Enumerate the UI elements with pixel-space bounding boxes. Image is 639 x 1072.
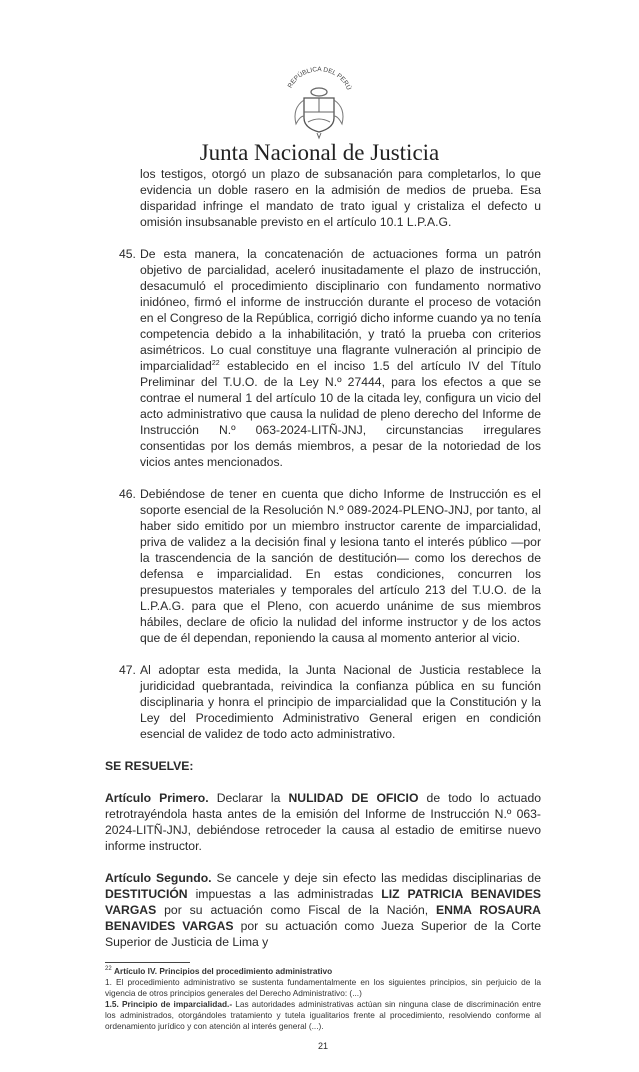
continuation-paragraph: los testigos, otorgó un plazo de subsanación para completarlos, lo que evidencia un doble rasero en la admisión de medios de prueba. Esa disparidad infringe el mandato de trato igual y cristaliza el defecto u omisión insubsanable previsto en el artículo 10.1 L.P.A.G. xyxy=(140,167,541,229)
article-text: por su actuación como Fiscal de la Nación, xyxy=(156,903,437,917)
articulo-segundo xyxy=(105,870,541,950)
person-name: LIZ PATRICIA BENAVIDES VARGAS xyxy=(105,887,542,917)
footnote xyxy=(105,966,541,1032)
resolve-heading: SE RESUELVE: xyxy=(105,759,194,773)
paragraph-text: Debiéndose de tener en cuenta que dicho Informe de Instrucción es el soporte esencial de la Resolución N.º 089-2024-PLENO-JNJ, por tanto, al haber sido emitido por un miembro instructor carente de imparcialidad, priva de validez a la decisión final y lesiona tanto el interés público —por la trascendencia de la sanción de destitución— como los derechos de defensa e imparcialidad. En estas condiciones, concurren los presupuestos materiales y temporales del artículo 213 del T.U.O. de la L.P.A.G. para que el Pleno, con acuerdo unánime de sus miembros hábiles, declare de oficio la nulidad del informe instructor y de los actos que de él dependan, reponiendo la causa al momento anterior al vicio. xyxy=(140,487,541,645)
paragraph-number: 46. xyxy=(119,487,136,501)
page-header xyxy=(0,0,639,164)
article-label: Artículo Segundo. xyxy=(105,871,212,885)
article-emphasis: DESTITUCIÓN xyxy=(105,887,188,901)
footnote-divider xyxy=(105,962,190,963)
paragraph-number: 47. xyxy=(119,663,136,677)
paragraph-text: De esta manera, la concatenación de actuaciones forma un patrón objetivo de parcialidad, aceleró inusitadamente el plazo de instrucción, desacumuló el procedimiento disciplinario con fundamento normativo inidóneo, firmó el informe de instrucción durante el proceso de votación en el Congreso de la República, corrigió dicho informe cuando ya no tenía competencia debido a la inhabilitación, y trató la prueba con criterios asimétricos. Lo cual constituye una flagrante vulneración al principio de imparcialidad xyxy=(140,247,541,373)
paragraph-text: establecido en el inciso 1.5 del artículo IV del Título Preliminar del T.U.O. de la Ley N.º 27444, para los efectos a que se contrae el numeral 1 del artículo 10 de la citada ley, configura un vicio del acto administrativo que causa la nulidad de pleno derecho del Informe de Instrucción N.º 063-2024-LITÑ-JNJ, circunstancias irregulares consentidas por los demás miembros, a pesar de la notoriedad de los vicios antes mencionados. xyxy=(140,359,541,469)
footnote-number: 22 xyxy=(105,966,112,973)
footnote-heading: Artículo IV. Principios del procedimiento administrativo xyxy=(114,966,333,976)
person-name: ENMA ROSAURA BENAVIDES VARGAS xyxy=(105,903,541,933)
article-text: impuestas a las administradas xyxy=(187,887,382,901)
footnote-line: 1. El procedimiento administrativo se sustenta fundamentalmente en los siguientes principios, sin perjuicio de la vigencia de otros principios generales del Derecho Administrativo: (...) xyxy=(105,977,541,998)
institution-title: Junta Nacional de Justicia xyxy=(199,140,440,165)
paragraph-text: Al adoptar esta medida, la Junta Nacional de Justicia restablece la juridicidad quebrantada, reivindica la confianza pública en su función disciplinaria y honra el principio de imparcialidad que la Constitución y la Ley del Procedimiento Administrativo General erigen en condición esencial de validez de todo acto administrativo. xyxy=(140,663,541,741)
paragraph-number: 45. xyxy=(119,247,136,261)
paragraph-45 xyxy=(119,246,541,470)
footnote-line xyxy=(105,999,541,1032)
svg-text:REPÚBLICA DEL PERÚ: REPÚBLICA DEL PERÚ xyxy=(286,66,353,92)
article-emphasis: NULIDAD DE OFICIO xyxy=(288,791,419,805)
page-number: 21 xyxy=(317,1041,328,1051)
articulo-primero xyxy=(105,790,541,854)
article-text: Declarar la xyxy=(208,791,289,805)
article-text: de todo lo actuado retrotrayéndola hasta antes de la emisión del Informe de Instrucción N.º 063-2024-LITÑ-JNJ, debiéndose retroceder la causa al estadio de emitirse nuevo informe instructor. xyxy=(105,791,541,853)
footnote-ref[interactable]: 22 xyxy=(211,359,220,367)
article-label: Artículo Primero. xyxy=(105,791,209,805)
footnote-label: 1.5. Principio de imparcialidad.- xyxy=(105,999,233,1009)
peru-coat-of-arms-logo xyxy=(278,62,360,140)
paragraph-47 xyxy=(119,662,541,742)
paragraph-46 xyxy=(119,486,541,646)
footnote-text: Las autoridades administrativas actúan sin ninguna clase de discriminación entre los administrados, otorgándoles tratamiento y tutela igualitarios frente al procedimiento, resolviendo conforme al ordenamiento jurídico y con atención al interés general (...). xyxy=(105,999,541,1031)
article-text: Se cancele y deje sin efecto las medidas disciplinarias de xyxy=(211,871,541,885)
page-body xyxy=(0,164,639,1072)
article-text: por su actuación como Jueza Superior de la Corte Superior de Justicia de Lima y xyxy=(105,919,542,949)
